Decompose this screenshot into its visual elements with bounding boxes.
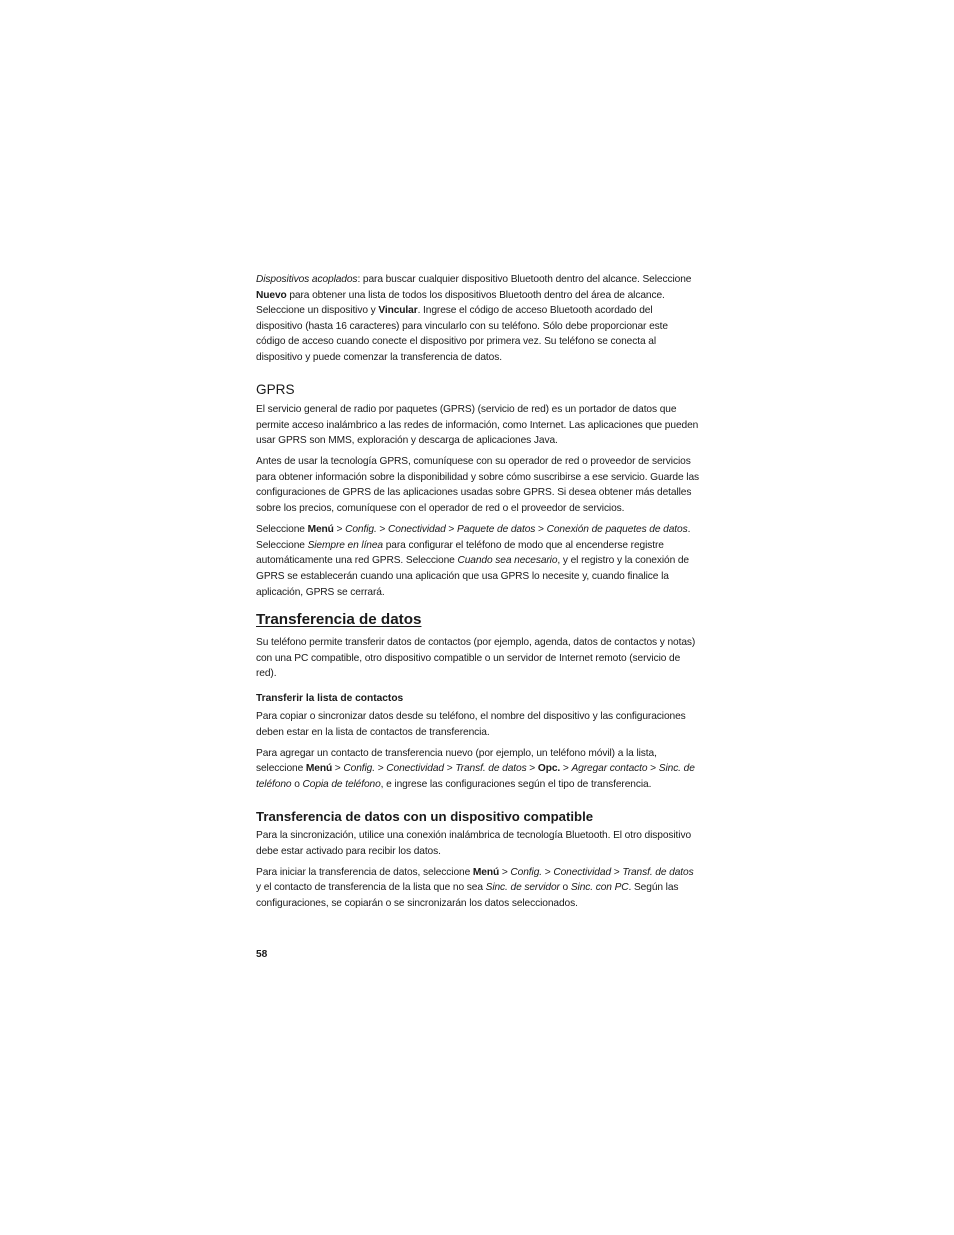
- text: Sinc. con PC: [570, 882, 629, 894]
- text: , y el registro y la conexión de GPRS se establecerán cuando una aplicación que usa GPRS lo necesite y, cuando finalice la aplicación, GPRS se cerrará.: [256, 555, 689, 598]
- text: : para buscar cualquier dispositivo Bluetooth dentro del alcance. Seleccione: [357, 274, 692, 285]
- text: Menú: [472, 866, 500, 878]
- transfer-paragraph-5: [256, 865, 699, 912]
- text: Transf. de datos: [455, 763, 527, 775]
- text: Conexión de paquetes de datos: [546, 524, 688, 536]
- text: >: [647, 763, 659, 775]
- text: Opc.: [537, 763, 561, 775]
- text: . Ingrese el código de acceso Bluetooth acordado del dispositivo (hasta 16 caracteres) para vincularlo con su teléfono. Sólo debe proporcionar este código de acceso cuando conecte el dispositivo por primera vez. Su teléfono se conecta al dispositivo y puede comenzar la transferencia de datos.: [256, 305, 668, 363]
- text: >: [445, 524, 458, 536]
- text: . Seleccione: [256, 524, 691, 551]
- paragraph-paired-devices: [256, 272, 699, 366]
- text: Conectividad: [386, 763, 444, 775]
- text: Config.: [343, 763, 375, 775]
- subheading-transferir-lista: Transferir la lista de contactos: [256, 693, 404, 704]
- transfer-paragraph-1: Su teléfono permite transferir datos de contactos (por ejemplo, agenda, datos de contactos y notas) con una PC compatible, otro dispositivo compatible o un servidor de Internet remoto (servicio de red).: [256, 637, 696, 680]
- text: >: [542, 866, 554, 878]
- text: o: [559, 882, 571, 894]
- text: , e ingrese las configuraciones según el tipo de transferencia.: [380, 778, 652, 790]
- transfer-paragraph-3: [256, 746, 699, 793]
- text: >: [444, 763, 456, 775]
- term-dispositivos-acoplados: Dispositivos acoplados: [256, 274, 358, 285]
- text: >: [333, 524, 346, 536]
- text: >: [526, 763, 538, 775]
- text: Config.: [510, 866, 542, 878]
- text: . Según las configuraciones, se copiarán o se sincronizarán los datos seleccionados.: [256, 882, 679, 909]
- text: >: [332, 763, 344, 775]
- text: para configurar el teléfono de modo que al encenderse registre automáticamente una red GPRS. Seleccione: [256, 539, 664, 567]
- transfer-intro: [256, 635, 699, 682]
- text: Menú: [307, 524, 334, 536]
- text: Conectividad: [388, 524, 446, 536]
- text: para obtener una lista de todos los dispositivos Bluetooth dentro del área de alcance. Seleccione un dispositivo y: [256, 289, 665, 317]
- text: >: [376, 524, 388, 536]
- compatible-device-section: [256, 828, 699, 911]
- text: Para agregar un contacto de transferencia nuevo (por ejemplo, un teléfono móvil) a la lista, seleccione: [256, 747, 657, 775]
- text: Copia de teléfono: [302, 778, 381, 790]
- gprs-section: [256, 402, 699, 600]
- page-number: 58: [256, 949, 268, 960]
- text: >: [374, 763, 387, 775]
- option-vincular: Vincular: [378, 305, 418, 317]
- option-nuevo: Nuevo: [256, 289, 287, 301]
- transfer-paragraph-4: Para la sincronización, utilice una conexión inalámbrica de tecnología Bluetooth. El otro dispositivo debe estar activado para recibir los datos.: [256, 830, 692, 857]
- text: Menú: [305, 763, 333, 775]
- text: >: [611, 866, 623, 878]
- transfer-list-section: [256, 709, 699, 792]
- text: Para iniciar la transferencia de datos, seleccione: [256, 866, 473, 878]
- gprs-paragraph-1: El servicio general de radio por paquetes (GPRS) (servicio de red) es un portador de datos que permite acceso inalámbrico a las redes de información, como Internet. Las aplicaciones que pueden usar GPRS son MMS, exploración y descarga de aplicaciones Java.: [256, 404, 699, 447]
- text: y el contacto de transferencia de la lista que no sea: [256, 882, 486, 894]
- text: Cuando sea necesario: [457, 555, 558, 567]
- text: >: [535, 524, 547, 536]
- text: Config.: [345, 524, 377, 536]
- heading-gprs: GPRS: [256, 382, 295, 397]
- subheading-dispositivo-compatible: Transferencia de datos con un dispositivo compatible: [256, 809, 594, 824]
- text: o: [291, 778, 303, 790]
- text: Sinc. de servidor: [485, 882, 560, 894]
- transfer-paragraph-2: Para copiar o sincronizar datos desde su teléfono, el nombre del dispositivo y las configuraciones deben estar en la lista de contactos de transferencia.: [256, 711, 686, 738]
- text: >: [560, 763, 572, 775]
- gprs-paragraph-2: Antes de usar la tecnología GPRS, comuníquese con su operador de red o proveedor de servicios para obtener información sobre la disponibilidad y sobre cómo suscribirse a ese servicio. Guarde las configuraciones de GPRS de las aplicaciones usadas sobre GPRS. Si desea obtener más detalles sobre los precios, comuníquese con el operador de red o el proveedor de servicios.: [256, 456, 700, 515]
- heading-transferencia-de-datos: Transferencia de datos: [256, 611, 422, 628]
- text: Siempre en línea: [307, 539, 383, 551]
- text: Conectividad: [553, 866, 612, 878]
- text: Agregar contacto: [571, 763, 648, 775]
- text: Seleccione: [256, 524, 308, 536]
- text: Sinc. de teléfono: [256, 763, 695, 790]
- text: >: [499, 866, 511, 878]
- text: Paquete de datos: [457, 524, 536, 536]
- text: Transf. de datos: [622, 866, 694, 878]
- gprs-paragraph-3: [256, 522, 699, 600]
